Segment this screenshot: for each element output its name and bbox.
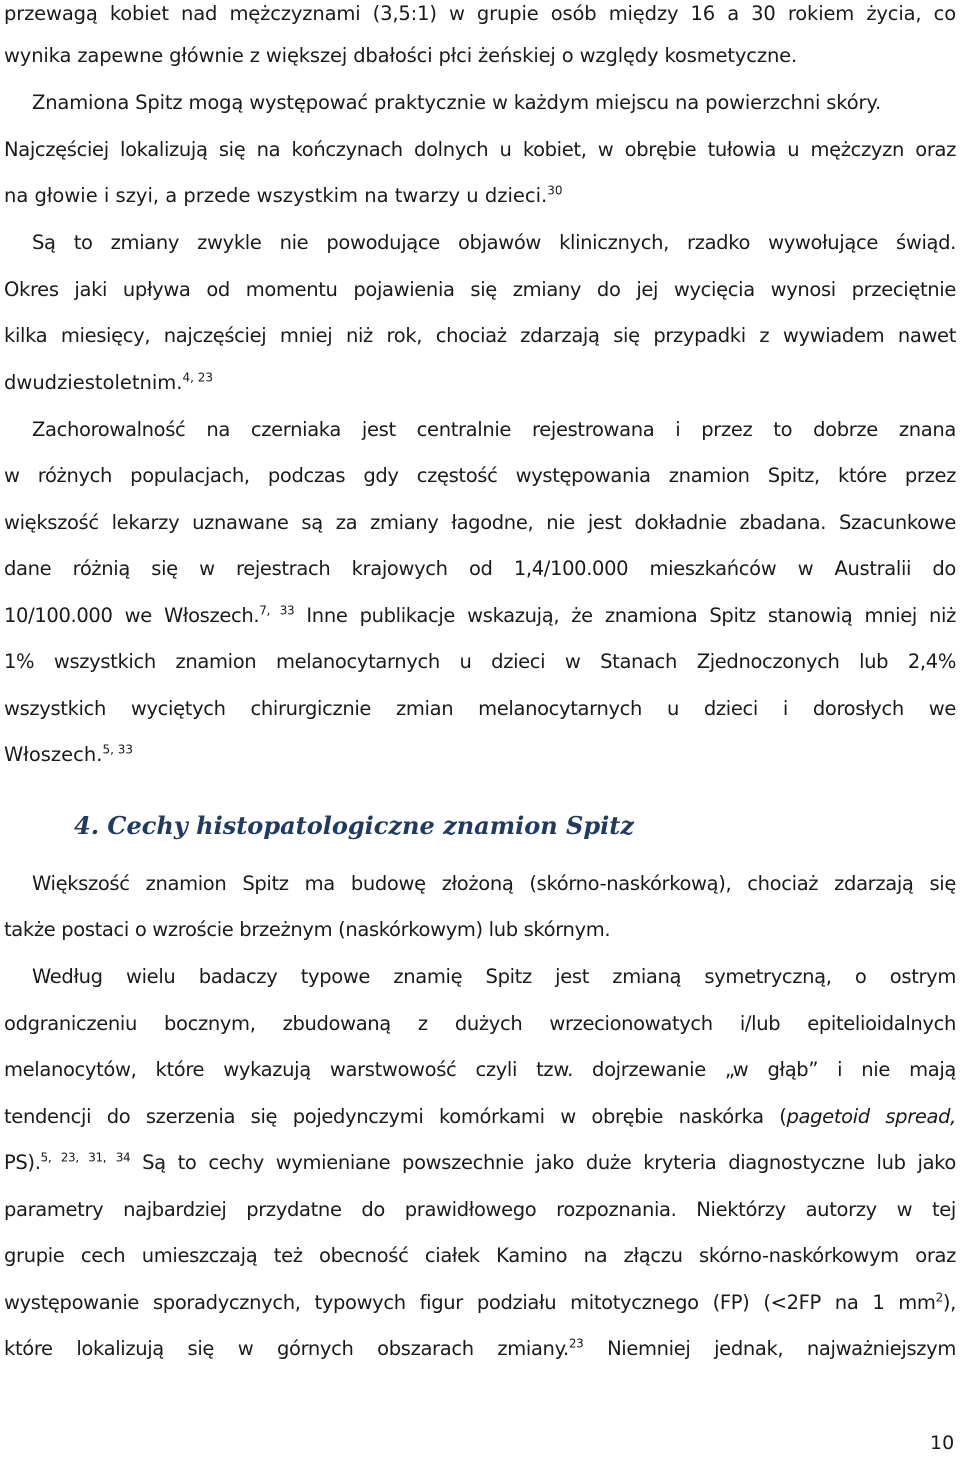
text-span: Włoszech. bbox=[4, 743, 103, 766]
text-line: w różnych populacjach, podczas gdy częstość występowania znamion Spitz, które przez bbox=[4, 464, 956, 487]
text-line: Zachorowalność na czerniaka jest centralnie rejestrowana i przez to dobrze znana bbox=[32, 418, 956, 441]
superscript: 2 bbox=[935, 1290, 943, 1305]
text-line: melanocytów, które wykazują warstwowość czyli tzw. dojrzewanie „w głąb” i nie mają bbox=[4, 1058, 956, 1081]
text-line: wynika zapewne głównie z większej dbałości płci żeńskiej o względy kosmetyczne. bbox=[4, 44, 798, 67]
text-line: dane różnią się w rejestrach krajowych od 1,4/100.000 mieszkańców w Australii do bbox=[4, 557, 956, 580]
text-line bbox=[4, 1149, 956, 1177]
footnote-ref: 7, 33 bbox=[259, 603, 295, 618]
text-line: Są to zmiany zwykle nie powodujące objawów klinicznych, rzadko wywołujące świąd. bbox=[32, 231, 956, 254]
text-span: 10/100.000 we Włoszech. bbox=[4, 604, 260, 627]
text-line bbox=[4, 741, 956, 769]
text-line: przewagą kobiet nad mężczyznami (3,5:1) w grupie osób między 16 a 30 rokiem życia, co bbox=[4, 2, 956, 25]
text-span: które lokalizują się w górnych obszarach zmiany. bbox=[4, 1337, 569, 1360]
text-span: na głowie i szyi, a przede wszystkim na twarzy u dzieci. bbox=[4, 184, 548, 207]
footnote-ref: 23 bbox=[568, 1336, 584, 1351]
text-line bbox=[4, 1335, 956, 1363]
text-line: większość lekarzy uznawane są za zmiany łagodne, nie jest dokładnie zbadana. Szacunkowe bbox=[4, 511, 956, 534]
text-line bbox=[4, 1289, 956, 1317]
text-line bbox=[4, 602, 956, 630]
text-line: Najczęściej lokalizują się na kończynach dolnych u kobiet, w obrębie tułowia u mężczyzn oraz bbox=[4, 138, 956, 161]
section-heading: 4. Cechy histopatologiczne znamion Spitz bbox=[74, 811, 634, 840]
text-line bbox=[4, 182, 956, 210]
text-span: występowanie sporadycznych, typowych figur podziału mitotycznego (FP) (<2FP na 1 mm bbox=[4, 1291, 936, 1314]
footnote-ref: 30 bbox=[547, 183, 563, 198]
text-line: Znamiona Spitz mogą występować praktycznie w każdym miejscu na powierzchni skóry. bbox=[32, 91, 882, 114]
page-number: 10 bbox=[930, 1432, 955, 1454]
text-line: 1% wszystkich znamion melanocytarnych u dzieci w Stanach Zjednoczonych lub 2,4% bbox=[4, 650, 956, 673]
text-span: PS). bbox=[4, 1151, 41, 1174]
text-line bbox=[4, 1103, 956, 1131]
text-line: wszystkich wyciętych chirurgicznie zmian melanocytarnych u dzieci i dorosłych we bbox=[4, 697, 956, 720]
text-span: Inne publikacje wskazują, że znamiona Spitz stanowią mniej niż bbox=[306, 604, 956, 627]
text-span: tendencji do szerzenia się pojedynczymi komórkami w obrębie naskórka ( bbox=[4, 1105, 787, 1128]
footnote-ref: 5, 33 bbox=[102, 742, 133, 757]
italic-term: pagetoid spread, bbox=[786, 1105, 956, 1128]
text-span: dwudziestoletnim. bbox=[4, 371, 183, 394]
footnote-ref: 4, 23 bbox=[182, 370, 214, 385]
text-span: Są to cechy wymieniane powszechnie jako duże kryteria diagnostyczne lub jako bbox=[142, 1151, 956, 1174]
footnote-ref: 5, 23, 31, 34 bbox=[40, 1150, 131, 1165]
text-span: Niemniej jednak, najważniejszym bbox=[607, 1337, 956, 1360]
text-line: Okres jaki upływa od momentu pojawienia się zmiany do jej wycięcia wynosi przeciętnie bbox=[4, 278, 956, 301]
text-line bbox=[4, 369, 956, 397]
text-line: także postaci o wzroście brzeżnym (naskórkowym) lub skórnym. bbox=[4, 918, 611, 941]
text-line: Większość znamion Spitz ma budowę złożoną (skórno-naskórkową), chociaż zdarzają się bbox=[32, 872, 956, 895]
text-line: Według wielu badaczy typowe znamię Spitz jest zmianą symetryczną, o ostrym bbox=[32, 965, 956, 988]
text-line: grupie cech umieszczają też obecność ciałek Kamino na złączu skórno-naskórkowym oraz bbox=[4, 1244, 956, 1267]
text-line: kilka miesięcy, najczęściej mniej niż rok, chociaż zdarzają się przypadki z wywiadem nawet bbox=[4, 324, 956, 347]
text-line: odgraniczeniu bocznym, zbudowaną z dużych wrzecionowatych i/lub epitelioidalnych bbox=[4, 1012, 956, 1035]
text-span: ), bbox=[942, 1291, 956, 1314]
text-line: parametry najbardziej przydatne do prawidłowego rozpoznania. Niektórzy autorzy w tej bbox=[4, 1198, 956, 1221]
